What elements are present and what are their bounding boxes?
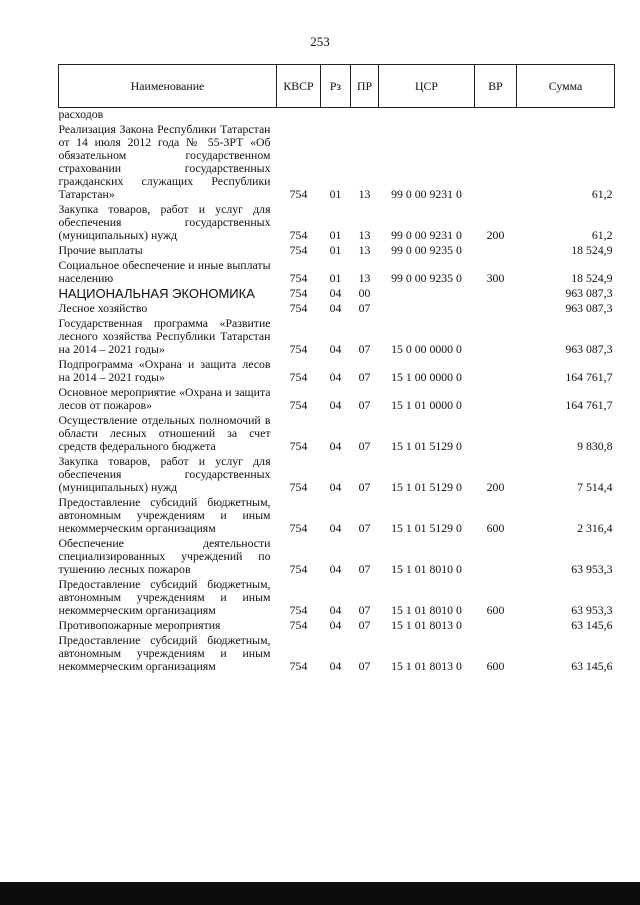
cell-kvsr: 754 <box>289 618 308 632</box>
cell-pr: 07 <box>358 480 371 494</box>
cell-sum: 963 087,3 <box>565 342 613 356</box>
cell-name: НАЦИОНАЛЬНАЯ ЭКОНОМИКА <box>58 286 255 301</box>
cell-sum: 963 087,3 <box>565 286 613 300</box>
cell-pr: 13 <box>358 243 371 257</box>
table-row <box>59 123 615 203</box>
cell-sum: 61,2 <box>591 187 613 201</box>
cell-rz: 04 <box>329 562 342 576</box>
cell-csr: 99 0 00 9235 0 <box>391 243 462 257</box>
cell-sum <box>517 108 615 124</box>
cell-name: Предоставление субсидий бюджетным, автономным учреждениям и иным некоммерческим организациям <box>58 577 271 617</box>
cell-csr <box>379 302 475 317</box>
cell-rz: 01 <box>329 228 342 242</box>
cell-csr <box>379 287 475 302</box>
cell-pr: 07 <box>358 603 371 617</box>
cell-kvsr <box>277 108 321 124</box>
cell-name: Основное мероприятие «Охрана и защита лесов от пожаров» <box>58 385 271 412</box>
cell-kvsr: 754 <box>289 286 308 300</box>
header-vr: ВР <box>475 65 517 108</box>
cell-csr <box>379 108 475 124</box>
cell-vr <box>475 358 517 386</box>
cell-vr <box>475 619 517 634</box>
cell-kvsr: 754 <box>289 301 308 315</box>
cell-name: Предоставление субсидий бюджетным, автономным учреждениям и иным некоммерческим организациям <box>58 633 271 673</box>
table-row <box>59 537 615 578</box>
cell-csr: 15 1 01 8013 0 <box>391 659 462 673</box>
budget-table-container <box>58 64 614 675</box>
cell-csr: 99 0 00 9231 0 <box>391 228 462 242</box>
cell-sum: 963 087,3 <box>565 301 613 315</box>
page-number: 253 <box>310 34 330 49</box>
cell-name: Социальное обеспечение и иные выплаты населению <box>58 258 271 285</box>
cell-vr <box>475 123 517 203</box>
cell-sum: 18 524,9 <box>571 271 613 285</box>
cell-name: Подпрограмма «Охрана и защита лесов на 2014 – 2021 годы» <box>58 357 271 384</box>
table-row <box>59 287 615 302</box>
cell-rz: 04 <box>329 439 342 453</box>
cell-name: расходов <box>58 107 104 121</box>
cell-pr: 07 <box>358 439 371 453</box>
cell-csr: 15 0 00 0000 0 <box>391 342 462 356</box>
cell-name: Предоставление субсидий бюджетным, автономным учреждениям и иным некоммерческим организациям <box>58 495 271 535</box>
cell-csr: 99 0 00 9231 0 <box>391 187 462 201</box>
cell-pr: 07 <box>358 659 371 673</box>
cell-pr: 07 <box>358 618 371 632</box>
table-row <box>59 496 615 537</box>
cell-rz: 04 <box>329 521 342 535</box>
table-row <box>59 203 615 244</box>
cell-kvsr: 754 <box>289 398 308 412</box>
table-row <box>59 302 615 317</box>
cell-rz: 04 <box>329 659 342 673</box>
cell-vr: 200 <box>486 228 505 242</box>
cell-csr: 15 1 01 5129 0 <box>391 480 462 494</box>
cell-sum: 164 761,7 <box>565 398 613 412</box>
cell-rz: 01 <box>329 243 342 257</box>
cell-sum: 63 953,3 <box>571 562 613 576</box>
cell-name: Противопожарные мероприятия <box>58 618 221 632</box>
cell-kvsr: 754 <box>289 187 308 201</box>
cell-kvsr: 754 <box>289 228 308 242</box>
cell-kvsr: 754 <box>289 370 308 384</box>
cell-name: Осуществление отдельных полномочий в области лесных отношений за счет средств федерального бюджета <box>58 413 271 453</box>
cell-name: Прочие выплаты <box>58 243 143 257</box>
cell-pr: 13 <box>358 187 371 201</box>
cell-sum: 2 316,4 <box>577 521 613 535</box>
cell-name: Закупка товаров, работ и услуг для обеспечения государственных (муниципальных) нужд <box>58 202 271 242</box>
cell-csr: 15 1 01 0000 0 <box>391 398 462 412</box>
table-row <box>59 578 615 619</box>
cell-rz: 04 <box>329 398 342 412</box>
cell-csr: 15 1 01 8010 0 <box>391 603 462 617</box>
cell-rz: 04 <box>329 342 342 356</box>
cell-csr: 15 1 01 8010 0 <box>391 562 462 576</box>
cell-pr: 07 <box>358 521 371 535</box>
table-row <box>59 455 615 496</box>
cell-name: Обеспечение деятельности специализированных учреждений по тушению лесных пожаров <box>58 536 271 576</box>
cell-sum: 63 953,3 <box>571 603 613 617</box>
table-row <box>59 634 615 675</box>
cell-vr <box>475 414 517 455</box>
cell-kvsr: 754 <box>289 480 308 494</box>
header-sum: Сумма <box>517 65 615 108</box>
table-row <box>59 108 615 124</box>
cell-rz: 04 <box>329 480 342 494</box>
cell-rz: 04 <box>329 618 342 632</box>
cell-kvsr: 754 <box>289 603 308 617</box>
cell-vr <box>475 537 517 578</box>
cell-csr: 15 1 00 0000 0 <box>391 370 462 384</box>
cell-vr <box>475 302 517 317</box>
cell-pr: 13 <box>358 271 371 285</box>
cell-pr: 07 <box>358 301 371 315</box>
table-row <box>59 244 615 259</box>
cell-sum: 61,2 <box>591 228 613 242</box>
cell-name: Закупка товаров, работ и услуг для обеспечения государственных (муниципальных) нужд <box>58 454 271 494</box>
cell-kvsr: 754 <box>289 439 308 453</box>
table-row <box>59 259 615 287</box>
cell-vr <box>475 386 517 414</box>
cell-kvsr: 754 <box>289 342 308 356</box>
cell-rz <box>321 108 351 124</box>
table-row <box>59 386 615 414</box>
table-row <box>59 317 615 358</box>
cell-kvsr: 754 <box>289 271 308 285</box>
header-csr: ЦСР <box>379 65 475 108</box>
cell-rz: 01 <box>329 271 342 285</box>
cell-name: Лесное хозяйство <box>58 301 148 315</box>
header-kvsr: КВСР <box>277 65 321 108</box>
cell-pr: 07 <box>358 398 371 412</box>
cell-pr: 00 <box>358 286 371 300</box>
cell-vr <box>475 108 517 124</box>
cell-kvsr: 754 <box>289 521 308 535</box>
header-rz: Рз <box>321 65 351 108</box>
cell-sum: 7 514,4 <box>577 480 613 494</box>
cell-kvsr: 754 <box>289 562 308 576</box>
table-row <box>59 358 615 386</box>
cell-pr <box>351 108 379 124</box>
cell-sum: 18 524,9 <box>571 243 613 257</box>
cell-csr: 15 1 01 5129 0 <box>391 439 462 453</box>
cell-name: Государственная программа «Развитие лесного хозяйства Республики Татарстан на 2014 – 2021 годы» <box>58 316 271 356</box>
cell-vr <box>475 317 517 358</box>
cell-name: Реализация Закона Республики Татарстан от 14 июля 2012 года № 55-ЗРТ «Об обязательном государственном страховании государственных гражданских служащих Республики Татарстан» <box>58 122 271 201</box>
cell-rz: 04 <box>329 603 342 617</box>
cell-csr: 99 0 00 9235 0 <box>391 271 462 285</box>
table-header-row <box>59 65 615 108</box>
cell-rz: 04 <box>329 370 342 384</box>
table-body <box>59 108 615 676</box>
cell-rz: 04 <box>329 301 342 315</box>
cell-vr <box>475 287 517 302</box>
header-name: Наименование <box>59 65 277 108</box>
cell-vr: 600 <box>486 603 505 617</box>
cell-csr: 15 1 01 8013 0 <box>391 618 462 632</box>
cell-vr: 600 <box>486 521 505 535</box>
cell-vr: 600 <box>486 659 505 673</box>
cell-pr: 07 <box>358 562 371 576</box>
cell-kvsr: 754 <box>289 659 308 673</box>
cell-rz: 01 <box>329 187 342 201</box>
cell-kvsr: 754 <box>289 243 308 257</box>
table-row <box>59 414 615 455</box>
cell-sum: 9 830,8 <box>577 439 613 453</box>
scan-bottom-edge <box>0 882 640 905</box>
cell-sum: 164 761,7 <box>565 370 613 384</box>
header-pr: ПР <box>351 65 379 108</box>
cell-pr: 13 <box>358 228 371 242</box>
budget-table <box>58 64 615 675</box>
cell-csr: 15 1 01 5129 0 <box>391 521 462 535</box>
cell-vr: 200 <box>486 480 505 494</box>
cell-vr <box>475 244 517 259</box>
cell-rz: 04 <box>329 286 342 300</box>
table-row <box>59 619 615 634</box>
cell-sum: 63 145,6 <box>571 618 613 632</box>
cell-pr: 07 <box>358 342 371 356</box>
cell-vr: 300 <box>486 271 505 285</box>
cell-pr: 07 <box>358 370 371 384</box>
cell-sum: 63 145,6 <box>571 659 613 673</box>
